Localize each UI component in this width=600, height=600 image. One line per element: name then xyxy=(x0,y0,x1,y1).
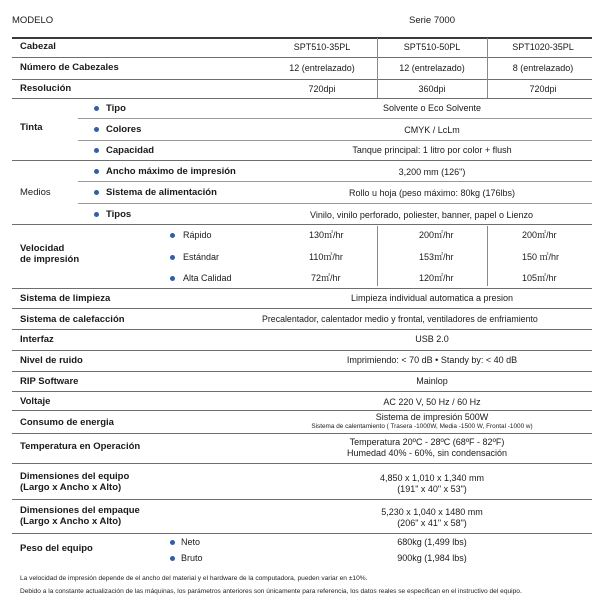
dim-empaque-value-1: 5,230 x 1,040 x 1480 mm xyxy=(381,507,483,517)
tinta-tipo-label: Tipo xyxy=(106,103,126,114)
label-velocidad-2: de impresión xyxy=(20,254,80,265)
label-dim-empaque: Dimensiones del empaque xyxy=(20,505,140,516)
velocidad-rapido-label: Rápido xyxy=(183,230,212,240)
resolucion-col1: 720dpi xyxy=(308,84,336,94)
bullet-icon xyxy=(94,190,99,195)
consumo-value-1: Sistema de impresión 500W xyxy=(375,412,489,422)
header-rule xyxy=(12,37,592,39)
column-divider xyxy=(487,226,488,286)
voltaje-value: AC 220 V, 50 Hz / 60 Hz xyxy=(383,397,481,407)
header-modelo: MODELO xyxy=(12,15,54,26)
bullet-icon xyxy=(170,233,175,238)
interfaz-value: USB 2.0 xyxy=(415,334,449,344)
label-temperatura: Temperatura en Operación xyxy=(20,441,141,452)
label-limpieza: Sistema de limpieza xyxy=(20,293,111,304)
dim-empaque-value-2: (206" x 41" x 58") xyxy=(397,518,467,528)
label-interfaz: Interfaz xyxy=(20,334,54,345)
tinta-colores-value: CMYK / LcLm xyxy=(404,125,460,135)
velocidad-alta-label: Alta Calidad xyxy=(183,273,232,283)
num-cabezales-col1: 12 (entrelazado) xyxy=(289,63,355,73)
header-serie: Serie 7000 xyxy=(409,15,455,26)
dim-equipo-value-1: 4,850 x 1,010 x 1,340 mm xyxy=(379,473,485,483)
resolucion-col2: 360dpi xyxy=(418,84,446,94)
medios-ancho-label: Ancho máximo de impresión xyxy=(106,166,236,177)
medios-ancho-value: 3,200 mm (126") xyxy=(398,167,466,177)
medios-alimentacion-label: Sistema de alimentación xyxy=(106,187,217,198)
column-divider xyxy=(377,226,378,286)
bullet-icon xyxy=(94,212,99,217)
num-cabezales-col2: 12 (entrelazado) xyxy=(399,63,465,73)
bullet-icon xyxy=(170,556,175,561)
cabezal-col3: SPT1020-35PL xyxy=(512,42,574,52)
tinta-capacidad-value: Tanque principal: 1 litro por color + flush xyxy=(352,145,512,155)
tinta-tipo-value: Solvente o Eco Solvente xyxy=(382,103,482,113)
num-cabezales-col3: 8 (entrelazado) xyxy=(512,63,574,73)
label-num-cabezales: Número de Cabezales xyxy=(20,62,119,73)
medios-tipos-label: Tipos xyxy=(106,209,132,220)
cabezal-col2: SPT510-50PL xyxy=(403,42,461,52)
dim-equipo-value-2: (191" x 40" x 53") xyxy=(397,484,467,494)
ruido-value: Imprimiendo: < 70 dB • Standy by: < 40 dB xyxy=(346,355,518,365)
bullet-icon xyxy=(94,127,99,132)
medios-alimentacion-value: Rollo u hoja (peso máximo: 80kg (176lbs) xyxy=(348,188,516,198)
velocidad-rapido-col1: 130㎡/hr xyxy=(309,230,344,240)
label-peso: Peso del equipo xyxy=(20,543,93,554)
bullet-icon xyxy=(170,255,175,260)
tinta-capacidad-label: Capacidad xyxy=(106,145,155,156)
label-dim-equipo: Dimensiones del equipo xyxy=(20,471,130,482)
velocidad-estandar-col2: 153㎡/hr xyxy=(419,252,454,262)
bullet-icon xyxy=(170,276,175,281)
label-medios: Medios xyxy=(20,187,51,198)
column-divider xyxy=(487,38,488,98)
consumo-value-2: Sistema de calentamiento ( Trasera -1000W, Media -1500 W, Frontal -1000 w) xyxy=(311,423,533,430)
label-ruido: Nivel de ruido xyxy=(20,355,83,366)
temperatura-value-1: Temperatura 20ºC - 28ºC (68ºF - 82ºF) xyxy=(349,437,505,447)
label-resolucion: Resolución xyxy=(20,83,72,94)
velocidad-rapido-col3: 200㎡/hr xyxy=(522,230,557,240)
peso-bruto-label: Bruto xyxy=(181,553,203,563)
bullet-icon xyxy=(94,148,99,153)
temperatura-value-2: Humedad 40% - 60%, sin condensación xyxy=(346,448,508,458)
label-voltaje: Voltaje xyxy=(20,396,51,407)
velocidad-estandar-col1: 110㎡/hr xyxy=(309,252,343,262)
cabezal-col1: SPT510-35PL xyxy=(293,42,351,52)
label-rip: RIP Software xyxy=(20,376,79,387)
velocidad-alta-col1: 72㎡/hr xyxy=(311,273,341,283)
peso-neto-value: 680kg (1,499 lbs) xyxy=(397,537,467,547)
velocidad-rapido-col2: 200㎡/hr xyxy=(419,230,454,240)
bullet-icon xyxy=(94,169,99,174)
footnote-1: La velocidad de impresión depende de el ancho del material y el hardware de la computadora, pueden variar en ±10%. xyxy=(20,575,368,582)
column-divider xyxy=(377,38,378,98)
velocidad-alta-col3: 105㎡/hr xyxy=(522,273,557,283)
label-consumo: Consumo de energia xyxy=(20,417,114,428)
peso-bruto-value: 900kg (1,984 lbs) xyxy=(397,553,467,563)
velocidad-estandar-col3: 150 ㎡/hr xyxy=(522,252,560,262)
velocidad-alta-col2: 120㎡/hr xyxy=(419,273,454,283)
calefaccion-value: Precalentador, calentador medio y frontal, ventiladores de enfriamiento xyxy=(262,314,538,324)
peso-neto-label: Neto xyxy=(181,537,201,547)
label-velocidad: Velocidad xyxy=(20,243,65,254)
label-calefaccion: Sistema de calefacción xyxy=(20,314,125,325)
velocidad-estandar-label: Estándar xyxy=(183,252,220,262)
label-dim-empaque-2: (Largo x Ancho x Alto) xyxy=(20,516,122,527)
label-tinta: Tinta xyxy=(20,122,43,133)
footnote-2: Debido a la constante actualización de las máquinas, los parámetros anteriores son únicamente para referencia, los datos reales se especifican en el instructivo del equipo. xyxy=(20,588,522,595)
label-dim-equipo-2: (Largo x Ancho x Alto) xyxy=(20,482,122,493)
label-cabezal: Cabezal xyxy=(20,41,56,52)
limpieza-value: Limpieza individual automatica a presion xyxy=(350,293,514,303)
medios-tipos-value: Vinilo, vinilo perforado, poliester, banner, papel o Lienzo xyxy=(310,210,533,220)
bullet-icon xyxy=(170,540,175,545)
rip-value: Mainlop xyxy=(416,376,448,386)
tinta-colores-label: Colores xyxy=(106,124,142,135)
resolucion-col3: 720dpi xyxy=(529,84,557,94)
bullet-icon xyxy=(94,106,99,111)
